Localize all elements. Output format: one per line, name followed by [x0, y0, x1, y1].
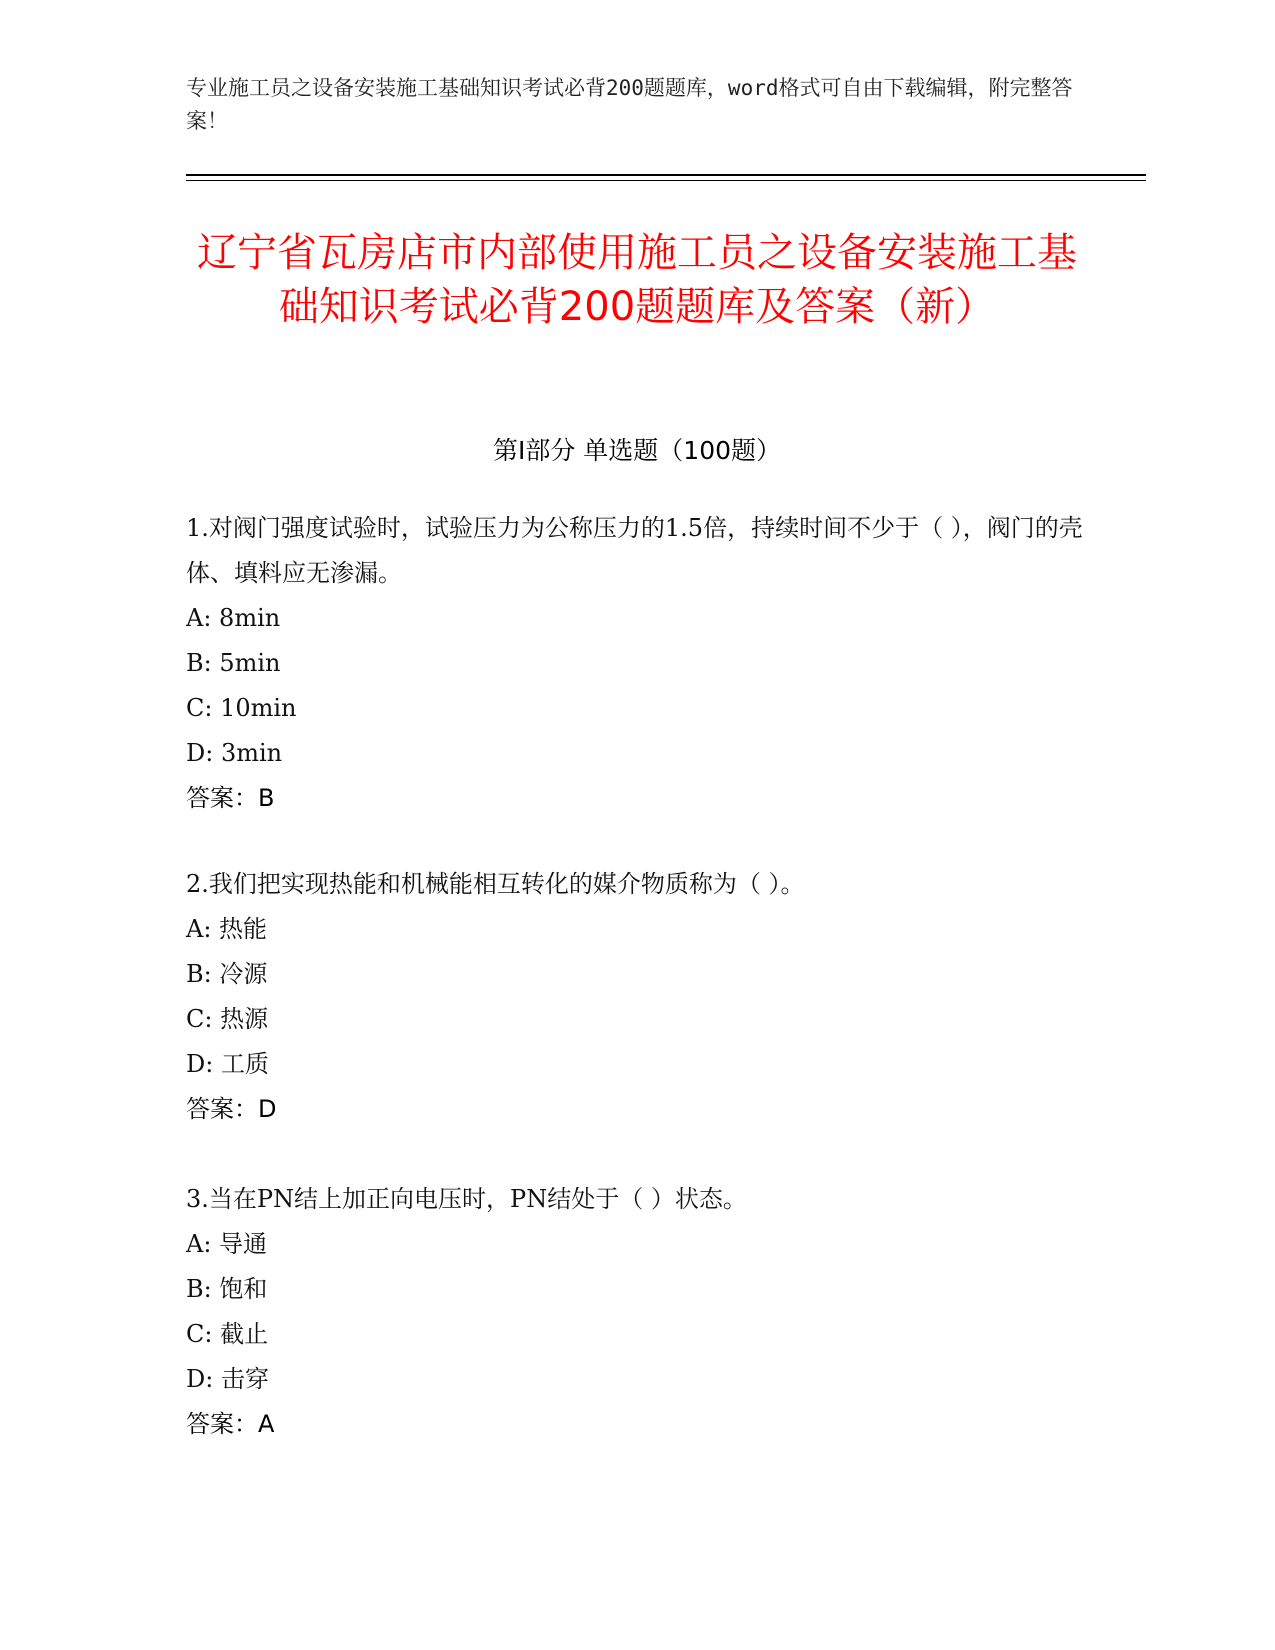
- header-divider-thin: [186, 180, 1146, 181]
- answer-label: 答案：D: [186, 1095, 277, 1123]
- option-a: A: 8min: [186, 604, 281, 632]
- option-a: A: 导通: [186, 1230, 268, 1258]
- answer-label: 答案：A: [186, 1410, 275, 1438]
- option-b: B: 冷源: [186, 960, 268, 988]
- option-c: C: 截止: [186, 1320, 269, 1348]
- option-c: C: 10min: [186, 694, 297, 722]
- question-stem: 2.我们把实现热能和机械能相互转化的媒介物质称为（ ）。: [186, 870, 805, 898]
- question-1: [186, 506, 1086, 821]
- question-3: [186, 1177, 1086, 1447]
- header-note: 专业施工员之设备安装施工基础知识考试必背200题题库，word格式可自由下载编辑，附完整答案！: [186, 76, 1073, 133]
- header-divider-thick: [186, 174, 1146, 176]
- section-title: 第Ⅰ部分 单选题（100题）: [492, 436, 782, 465]
- option-d: D: 3min: [186, 739, 283, 767]
- answer-label: 答案：B: [186, 784, 275, 812]
- option-d: D: 击穿: [186, 1365, 269, 1393]
- option-c: C: 热源: [186, 1005, 269, 1033]
- question-stem: 3.当在PN结上加正向电压时，PN结处于（ ）状态。: [186, 1185, 747, 1213]
- option-b: B: 饱和: [186, 1275, 268, 1303]
- question-stem: 1.对阀门强度试验时，试验压力为公称压力的1.5倍，持续时间不少于（ ），阀门的壳体、填料应无渗漏。: [186, 514, 1083, 587]
- option-a: A: 热能: [186, 915, 268, 943]
- option-d: D: 工质: [186, 1050, 269, 1078]
- question-2: [186, 862, 1086, 1132]
- option-b: B: 5min: [186, 649, 281, 677]
- document-title: 辽宁省瓦房店市内部使用施工员之设备安装施工基础知识考试必背200题题库及答案（新）: [197, 230, 1077, 330]
